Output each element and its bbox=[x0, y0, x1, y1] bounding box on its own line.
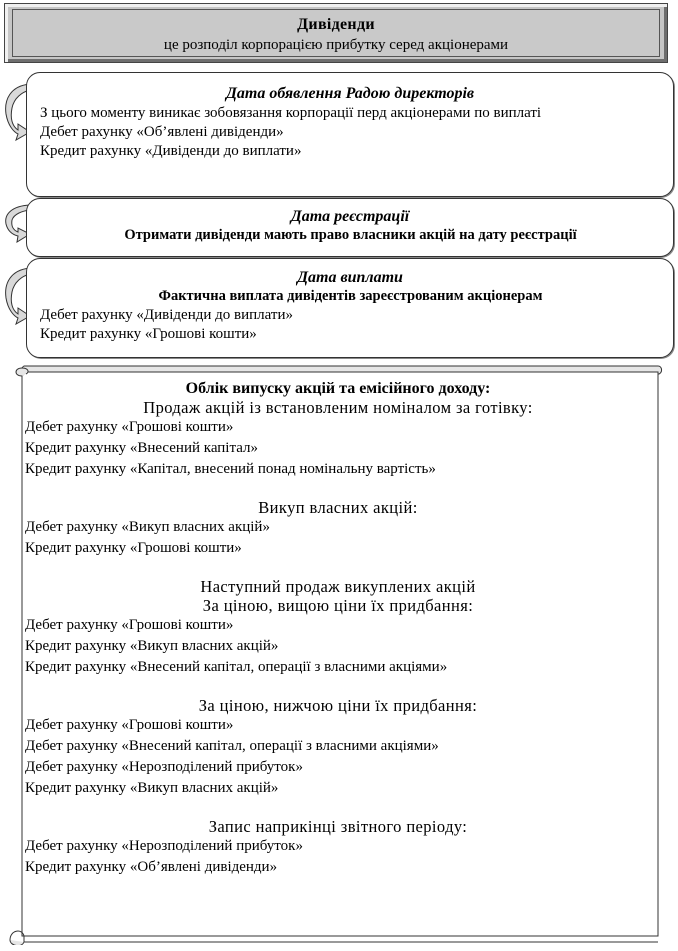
period-end-entry: Кредит рахунку «Об’явлені дивіденди» bbox=[25, 859, 278, 875]
sale-title: Продаж акцій із встановленим номіналом за готівку: bbox=[143, 398, 533, 417]
resale-high-title: За ціною, вищою ціни їх придбання: bbox=[202, 596, 474, 615]
buyback-entry: Дебет рахунку «Викуп власних акцій» bbox=[25, 519, 270, 535]
period-end-entry: Дебет рахунку «Нерозподілений прибуток» bbox=[25, 838, 303, 854]
sale-entry: Кредит рахунку «Капітал, внесений понад номінальну вартість» bbox=[25, 461, 436, 477]
declaration-credit: Кредит рахунку «Дивіденди до виплати» bbox=[40, 143, 302, 159]
declaration-title: Дата обявлення Радою директорів bbox=[225, 85, 475, 102]
resale-title: Наступний продаж викуплених акцій bbox=[200, 577, 476, 596]
payment-box bbox=[26, 258, 674, 358]
registration-box bbox=[26, 198, 674, 257]
declaration-debit: Дебет рахунку «Об’явлені дивіденди» bbox=[40, 124, 284, 140]
header-subtitle: це розподіл корпорацією прибутку серед акціонерами bbox=[163, 37, 509, 53]
sale-entry: Кредит рахунку «Внесений капітал» bbox=[25, 440, 258, 456]
payment-debit: Дебет рахунку «Дивіденди до виплати» bbox=[40, 307, 294, 323]
resale-high-entry: Дебет рахунку «Грошові кошти» bbox=[25, 617, 234, 633]
resale-low-entry: Кредит рахунку «Викуп власних акцій» bbox=[25, 780, 279, 796]
issue-scroll bbox=[8, 362, 664, 945]
resale-low-entry: Дебет рахунку «Внесений капітал, операції з власними акціями» bbox=[25, 738, 439, 754]
buyback-title: Викуп власних акцій: bbox=[258, 498, 418, 517]
scroll-content bbox=[25, 379, 651, 878]
period-end-title: Запис наприкінці звітного періоду: bbox=[208, 817, 468, 836]
resale-low-title: За ціною, нижчою ціни їх придбання: bbox=[198, 696, 478, 715]
resale-high-entry: Кредит рахунку «Внесений капітал, операції з власними акціями» bbox=[25, 659, 448, 675]
header-banner-inner bbox=[12, 9, 660, 57]
header-title: Дивіденди bbox=[297, 16, 375, 33]
registration-title: Дата реєстрації bbox=[290, 208, 410, 225]
registration-text: Отримати дивіденди мають право власники акцій на дату реєстрації bbox=[124, 227, 577, 243]
payment-credit: Кредит рахунку «Грошові кошти» bbox=[40, 326, 257, 342]
resale-high-entry: Кредит рахунку «Викуп власних акцій» bbox=[25, 638, 279, 654]
payment-title: Дата виплати bbox=[297, 269, 403, 286]
payment-text: Фактична виплата дивідентів зареєстрованим акціонерам bbox=[158, 288, 543, 304]
declaration-box bbox=[26, 72, 674, 197]
buyback-entry: Кредит рахунку «Грошові кошти» bbox=[25, 540, 242, 556]
declaration-text: З цього моменту виникає зобовязання корпорації перд акціонерами по виплаті bbox=[40, 105, 542, 121]
header-banner bbox=[4, 3, 668, 63]
sale-entry: Дебет рахунку «Грошові кошти» bbox=[25, 419, 234, 435]
issue-title: Облік випуску акцій та емісійного доходу: bbox=[185, 380, 491, 397]
resale-low-entry: Дебет рахунку «Нерозподілений прибуток» bbox=[25, 759, 303, 775]
resale-low-entry: Дебет рахунку «Грошові кошти» bbox=[25, 717, 234, 733]
